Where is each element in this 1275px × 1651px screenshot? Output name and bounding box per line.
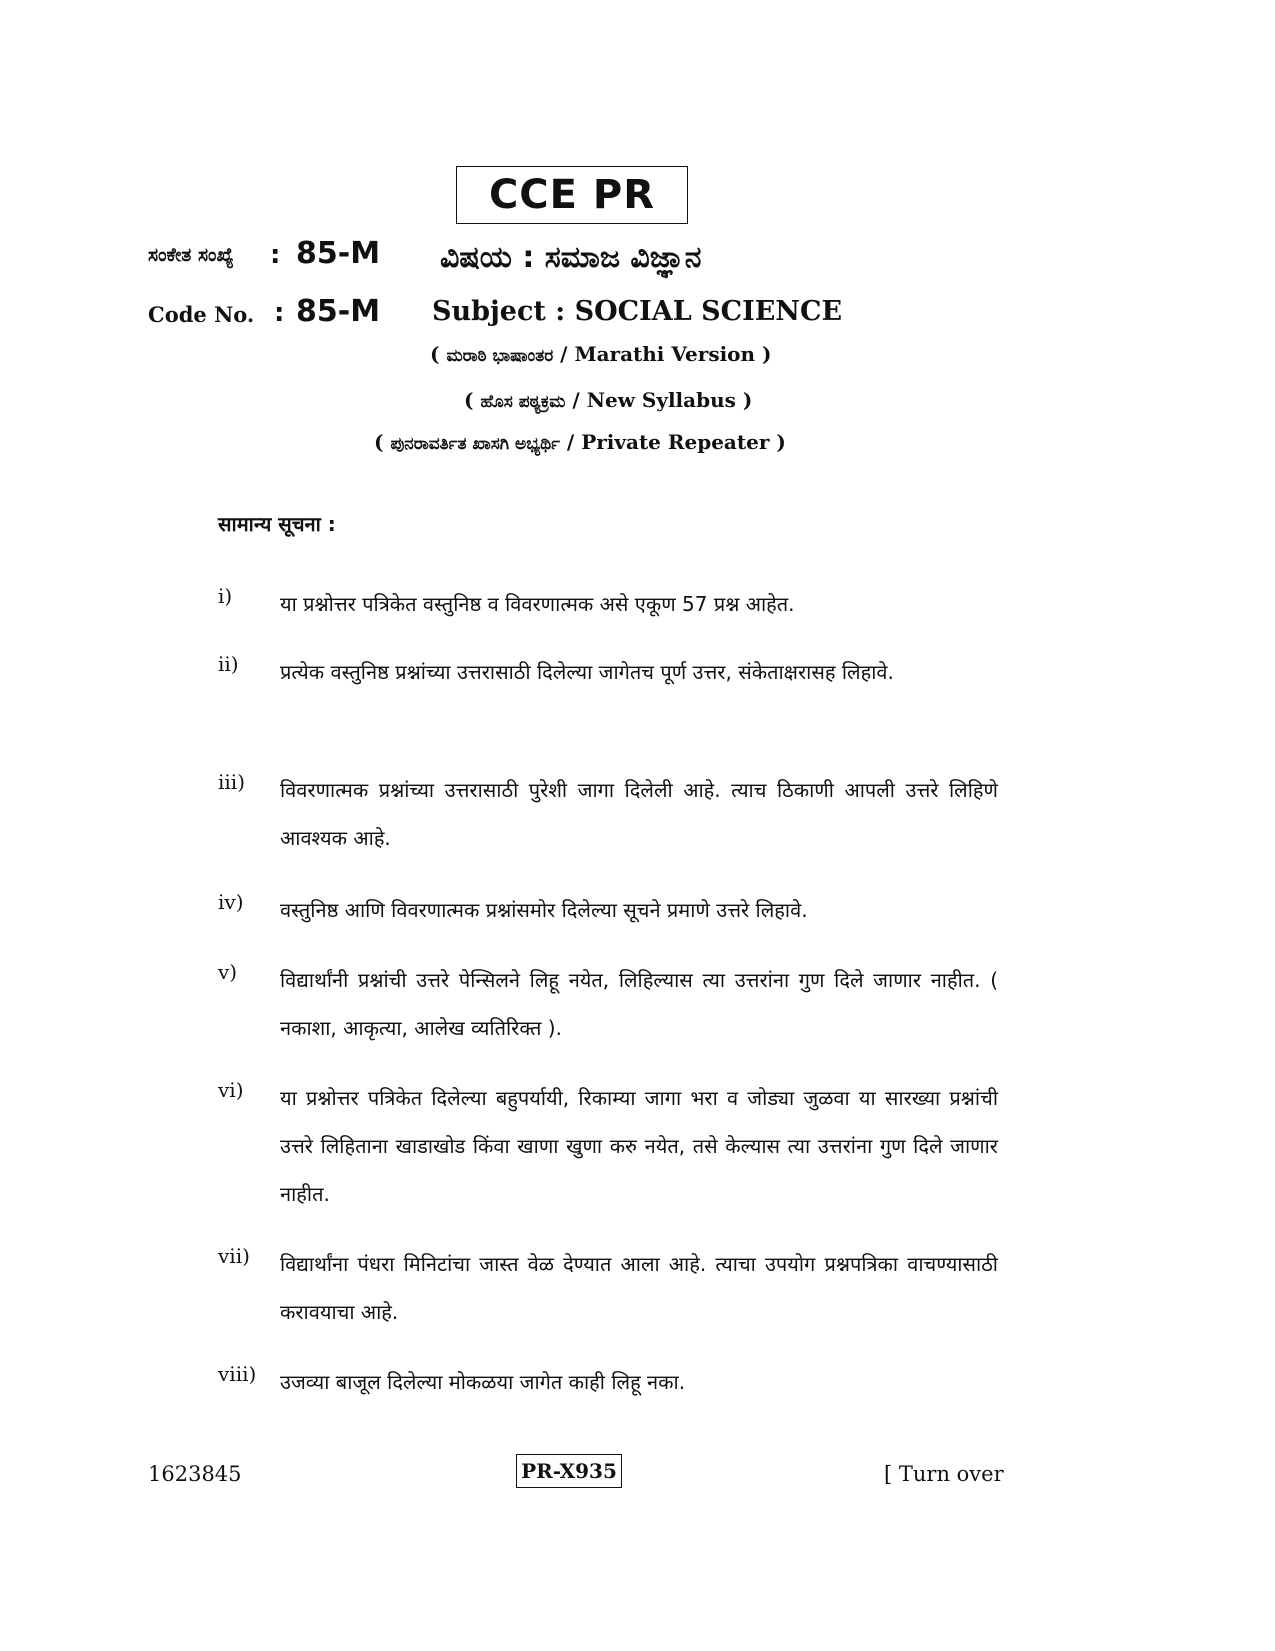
instruction-number: iv): [218, 890, 244, 914]
code-colon-english: :: [274, 298, 285, 328]
instruction-text: प्रत्येक वस्तुनिष्ठ प्रश्नांच्या उत्तरासाठी दिलेल्या जागेतच पूर्ण उत्तर, संकेताक्षरासह लिहावे.: [280, 660, 894, 684]
version-kannada: ಮರಾಠಿ ಭಾಷಾಂತರ: [446, 346, 554, 366]
syllabus-line: ( ಹೊಸ ಪಠ್ಯಕ್ರಮ / New Syllabus ): [464, 388, 753, 412]
turn-over-note: [ Turn over: [884, 1462, 1004, 1486]
instruction-number: viii): [218, 1362, 257, 1386]
paper-code: PR-X935: [521, 1459, 617, 1483]
syllabus-kannada: ಹೊಸ ಪಠ್ಯಕ್ರಮ: [480, 392, 566, 412]
instruction-number: vii): [218, 1244, 250, 1268]
exam-title: CCE PR: [488, 172, 656, 218]
subject-kannada: ವಿಷಯ : ಸಮಾಜ ವಿಜ್ಞಾನ: [440, 240, 702, 275]
subject-english: Subject : SOCIAL SCIENCE: [432, 296, 843, 327]
code-label-english: Code No.: [148, 302, 255, 327]
exam-title-box: [456, 166, 688, 224]
instruction-text: विद्यार्थांनी प्रश्नांची उत्तरे पेन्सिलने लिहू नयेत, लिहिल्यास त्या उत्तरांना गुण दिले जाणार नाहीत. ( नकाशा, आकृत्या, आलेख व्यतिरिक्त ).: [280, 968, 998, 1040]
candidate-line: ( ಪುನರಾವರ್ತಿತ ಖಾಸಗಿ ಅಭ್ಯರ್ಥಿ / Private Repeater ): [374, 430, 786, 454]
code-colon-kannada: :: [270, 240, 281, 270]
serial-number: 1623845: [148, 1462, 242, 1486]
instruction-text: वस्तुनिष्ठ आणि विवरणात्मक प्रश्नांसमोर दिलेल्या सूचने प्रमाणे उत्तरे लिहावे.: [280, 898, 808, 922]
instruction-text: या प्रश्नोत्तर पत्रिकेत वस्तुनिष्ठ व विवरणात्मक असे एकूण 57 प्रश्न आहेत.: [280, 592, 795, 616]
instruction-number: i): [218, 584, 233, 608]
instructions-heading: सामान्य सूचना :: [218, 512, 336, 536]
instruction-text: उजव्या बाजूल दिलेल्या मोकळया जागेत काही लिहू नका.: [280, 1370, 686, 1394]
code-value-kannada: 85-M: [296, 236, 381, 271]
version-line: ( ಮರಾಠಿ ಭಾಷಾಂತರ / Marathi Version ): [430, 342, 772, 366]
syllabus-english: New Syllabus: [586, 388, 736, 412]
candidate-english: Private Repeater: [581, 430, 770, 454]
code-value-english: 85-M: [296, 294, 381, 329]
instruction-text: विवरणात्मक प्रश्नांच्या उत्तरासाठी पुरेशी जागा दिलेली आहे. त्याच ठिकाणी आपली उत्तरे लिहिणे आवश्यक आहे.: [280, 778, 998, 850]
code-label-kannada: ಸಂಕೇತ ಸಂಖ್ಯೆ: [148, 244, 234, 266]
paper-code-box: [516, 1454, 622, 1488]
instruction-text: या प्रश्नोत्तर पत्रिकेत दिलेल्या बहुपर्यायी, रिकाम्या जागा भरा व जोड्या जुळवा या सारख्या प्रश्नांची उत्तरे लिहिताना खाडाखोड किंवा खाणा खुणा करु नयेत, तसे केल्यास त्या उत्तरांना गुण दिले जाणार नाहीत.: [280, 1086, 998, 1206]
instruction-number: iii): [218, 770, 245, 794]
instruction-number: v): [218, 960, 238, 984]
instruction-number: vi): [218, 1078, 244, 1102]
instruction-text: विद्यार्थांना पंधरा मिनिटांचा जास्त वेळ देण्यात आला आहे. त्याचा उपयोग प्रश्नपत्रिका वाचण्यासाठी करावयाचा आहे.: [280, 1252, 998, 1324]
candidate-kannada: ಪುನರಾವರ್ತಿತ ಖಾಸಗಿ ಅಭ್ಯರ್ಥಿ: [390, 434, 560, 454]
instruction-number: ii): [218, 652, 239, 676]
version-english: Marathi Version: [574, 342, 756, 366]
